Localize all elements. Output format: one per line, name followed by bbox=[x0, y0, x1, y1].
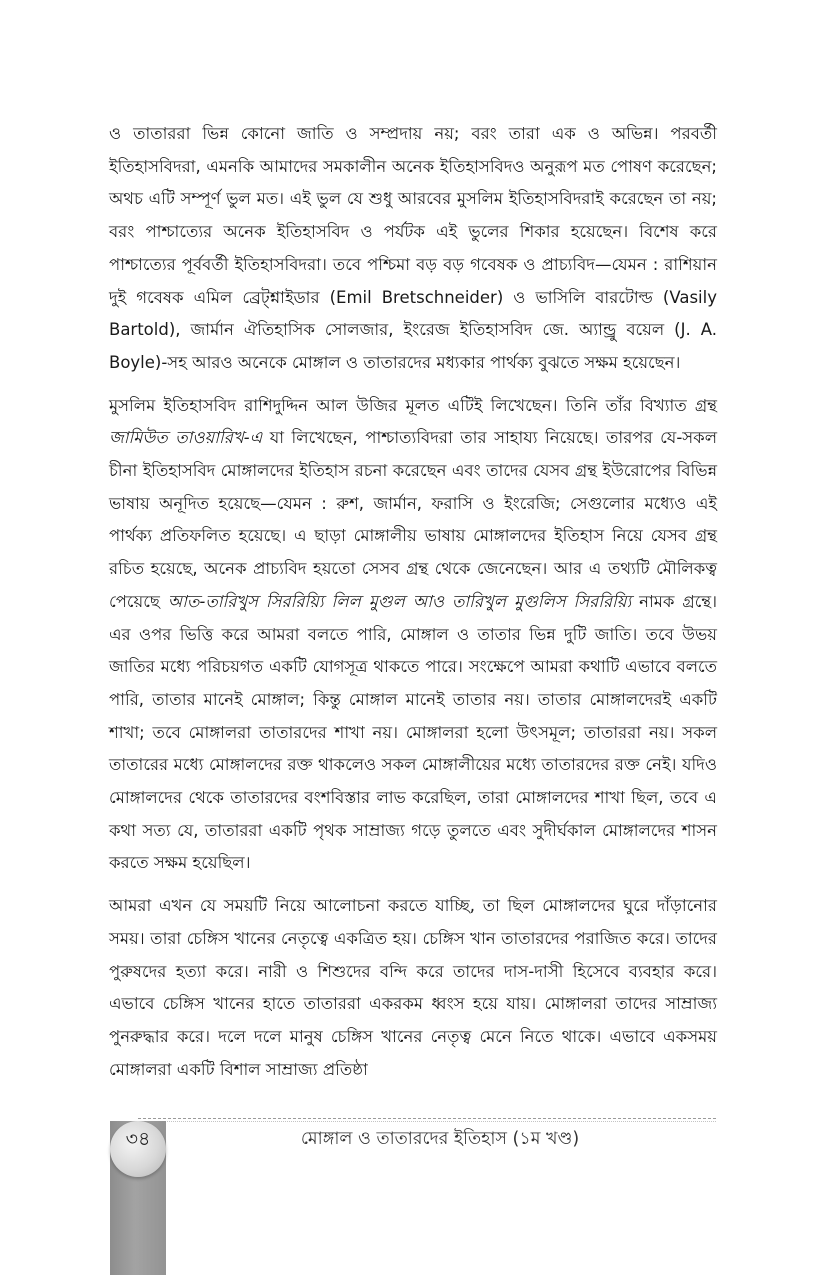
footer-divider-dotted bbox=[150, 1121, 716, 1122]
main-text bbox=[109, 118, 717, 1096]
book-title-secret-history: আত-তারিখুস সিররিয়্যি লিল মুগুল আও তারিখুল মুগুলিস সিররিয়্যি bbox=[167, 591, 632, 611]
running-title: মোঙ্গাল ও তাতারদের ইতিহাস (১ম খণ্ড) bbox=[300, 1129, 580, 1149]
paragraph-2-part-2: যা লিখেছেন, পাশ্চাত্যবিদরা তার সাহায্য নিয়েছে। তারপর যে-সকল চীনা ইতিহাসবিদ মোঙ্গালদের ইতিহাস রচনা করেছেন এবং তাদের যেসব গ্রন্থ ইউরোপের বিভিন্ন ভাষায় অনূদিত হয়েছে—যেমন : রুশ, জার্মান, ফরাসি ও ইংরেজি; সেগুলোর মধ্যেও এই পার্থক্য প্রতিফলিত হয়েছে। এ ছাড়া মোঙ্গালীয় ভাষায় মোঙ্গালদের ইতিহাস নিয়ে যেসব গ্রন্থ রচিত হয়েছে, অনেক প্রাচ্যবিদ হয়তো সেসব গ্রন্থ থেকে জেনেছেন। আর এ তথ্যটি মৌলিকত্ব পেয়েছে bbox=[109, 428, 718, 611]
book-title-jami-ut-tawarikh: জামিউত তাওয়ারিখ-এ bbox=[109, 428, 263, 448]
paragraph-3: আমরা এখন যে সময়টি নিয়ে আলোচনা করতে যাচ্ছি, তা ছিল মোঙ্গালদের ঘুরে দাঁড়ানোর সময়। তারা চেঙ্গিস খানের নেতৃত্বে একত্রিত হয়। চেঙ্গিস খান তাতারদের পরাজিত করে। তাদের পুরুষদের হত্যা করে। নারী ও শিশুদের বন্দি করে তাদের দাস-দাসী হিসেবে ব্যবহার করে। এভাবে চেঙ্গিস খানের হাতে তাতাররা একরকম ধ্বংস হয়ে যায়। মোঙ্গালরা তাদের সাম্রাজ্য পুনরুদ্ধার করে। দলে দলে মানুষ চেঙ্গিস খানের নেতৃত্ব মেনে নিতে থাকে। এভাবে একসময় মোঙ্গালরা একটি বিশাল সাম্রাজ্য প্রতিষ্ঠা bbox=[109, 896, 717, 1079]
paragraph-2-part-3: নামক গ্রন্থে। এর ওপর ভিত্তি করে আমরা বলতে পারি, মোঙ্গাল ও তাতার ভিন্ন দুটি জাতি। তবে উভয় জাতির মধ্যে পরিচয়গত একটি যোগসূত্র থাকতে পারে। সংক্ষেপে আমরা কথাটি এভাবে বলতে পারি, তাতার মানেই মোঙ্গাল; কিন্তু মোঙ্গাল মানেই তাতার নয়। তাতার মোঙ্গালদেরই একটি শাখা; তবে মোঙ্গালরা তাতারদের শাখা নয়। মোঙ্গালরা হলো উৎসমূল; তাতাররা নয়। সকল তাতারের মধ্যে মোঙ্গালদের রক্ত থাকলেও সকল মোঙ্গালীয়ের মধ্যে তাতারদের রক্ত নেই। যদিও মোঙ্গালদের থেকে তাতারদের বংশবিস্তার লাভ করেছিল, তারা মোঙ্গালদের শাখা ছিল, তবে এ কথা সত্য যে, তাতাররা একটি পৃথক সাম্রাজ্য গড়ে তুলতে এবং সুদীর্ঘকাল মোঙ্গালদের শাসন করতে সক্ষম হয়েছিল। bbox=[109, 591, 717, 873]
paragraph-1: ও তাতাররা ভিন্ন কোনো জাতি ও সম্প্রদায় নয়; বরং তারা এক ও অভিন্ন। পরবর্তী ইতিহাসবিদরা, এমনকি আমাদের সমকালীন অনেক ইতিহাসবিদও অনুরূপ মত পোষণ করেছেন; অথচ এটি সম্পূর্ণ ভুল মত। এই ভুল যে শুধু আরবের মুসলিম ইতিহাসবিদরাই করেছেন তা নয়; বরং পাশ্চাত্যের অনেক ইতিহাসবিদ ও পর্যটক এই ভুলের শিকার হয়েছেন। বিশেষ করে পাশ্চাত্যের পূর্ববর্তী ইতিহাসবিদরা। তবে পশ্চিমা বড় বড় গবেষক ও প্রাচ্যবিদ—যেমন : রাশিয়ান দুই গবেষক এমিল ব্রেট্শ্নাইডার (Emil Bretschneider) ও ভাসিলি বারটোল্ড (Vasily Bartold), জার্মান ঐতিহাসিক সোলজার, ইংরেজ ইতিহাসবিদ জে. অ্যান্ড্রু বয়েল (J. A. Boyle)-সহ আরও অনেকে মোঙ্গাল ও তাতারদের মধ্যকার পার্থক্য বুঝতে সক্ষম হয়েছেন। bbox=[109, 124, 717, 372]
paragraph-2-part-1: মুসলিম ইতিহাসবিদ রাশিদুদ্দিন আল উজির মূলত এটিই লিখেছেন। তিনি তাঁর বিখ্যাত গ্রন্থ bbox=[109, 395, 717, 415]
footer-divider bbox=[138, 1118, 716, 1119]
page-number: ৩৪ bbox=[125, 1128, 151, 1150]
paragraph-2 bbox=[109, 390, 717, 881]
